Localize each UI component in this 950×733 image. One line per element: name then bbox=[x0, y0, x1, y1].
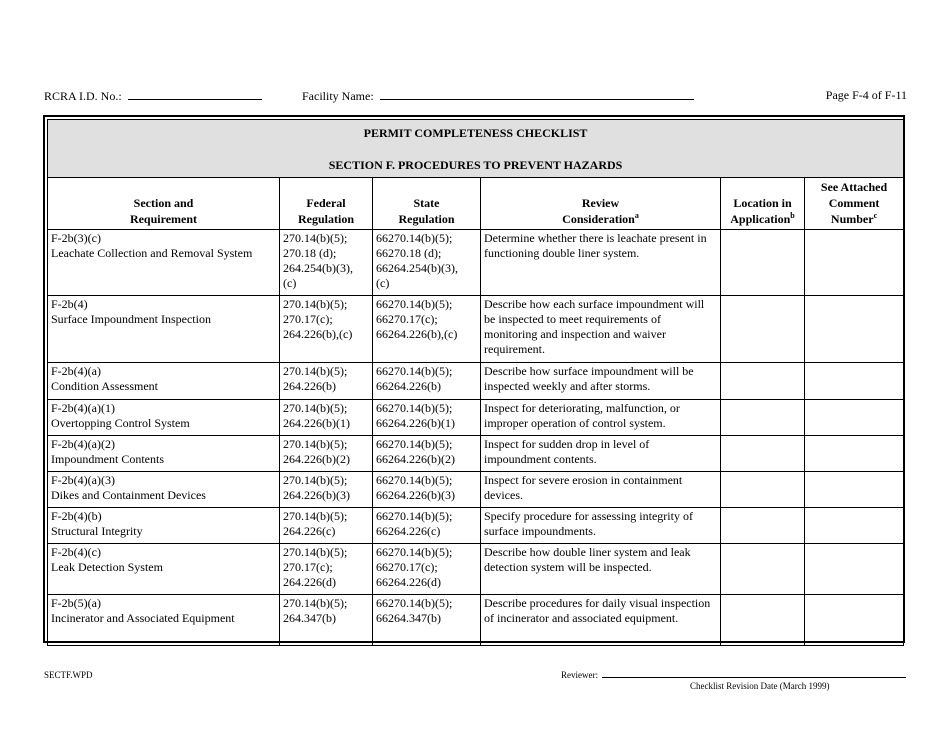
page-number: Page F-4 of F-11 bbox=[825, 88, 907, 102]
state-regulation: 66270.14(b)(5); 66264.226(b)(3) bbox=[376, 473, 455, 502]
section-requirement-cell bbox=[48, 436, 280, 472]
federal-regulation-cell bbox=[280, 595, 373, 646]
requirement-name: Incinerator and Associated Equipment bbox=[51, 611, 235, 625]
col-section-line2: Requirement bbox=[129, 212, 198, 226]
col-location-line2: Application bbox=[730, 212, 791, 226]
comment-cell[interactable] bbox=[805, 296, 904, 363]
review-consideration-cell bbox=[481, 436, 721, 472]
requirement-name: Leachate Collection and Removal System bbox=[51, 246, 253, 260]
location-cell[interactable] bbox=[721, 436, 805, 472]
reviewer-field bbox=[561, 669, 906, 680]
col-review-consideration bbox=[481, 178, 721, 230]
table-row bbox=[48, 400, 904, 436]
rcra-id-blank[interactable] bbox=[128, 88, 262, 100]
col-section-line1: Section and bbox=[133, 196, 194, 210]
section-title: SECTION F. PROCEDURES TO PREVENT HAZARDS bbox=[328, 158, 623, 172]
checklist-frame bbox=[43, 115, 905, 643]
review-consideration: Describe how double liner system and leak detection system will be inspected. bbox=[484, 545, 691, 574]
col-review-line1: Review bbox=[581, 196, 620, 210]
federal-regulation: 270.14(b)(5); 270.17(c); 264.226(d) bbox=[283, 545, 348, 589]
table-row bbox=[48, 595, 904, 646]
review-consideration: Inspect for deteriorating, malfunction, or improper operation of control system. bbox=[484, 401, 680, 430]
state-regulation-cell bbox=[373, 595, 481, 646]
comment-cell[interactable] bbox=[805, 544, 904, 595]
federal-regulation-cell bbox=[280, 544, 373, 595]
requirement-code: F-2b(4)(a) bbox=[51, 364, 101, 378]
table-row bbox=[48, 363, 904, 400]
section-requirement-cell bbox=[48, 400, 280, 436]
federal-regulation-cell bbox=[280, 363, 373, 400]
location-cell[interactable] bbox=[721, 595, 805, 646]
requirement-code: F-2b(4)(a)(3) bbox=[51, 473, 115, 487]
review-consideration: Describe how each surface impoundment will be inspected to meet requirements of monitoring and inspection and waiver requirement. bbox=[484, 297, 705, 356]
comment-cell[interactable] bbox=[805, 436, 904, 472]
col-location-footnote: b bbox=[790, 211, 795, 220]
state-regulation-cell bbox=[373, 436, 481, 472]
checklist-table bbox=[47, 119, 904, 646]
col-comment-line2: Comment bbox=[828, 196, 880, 210]
section-requirement-cell bbox=[48, 230, 280, 296]
location-cell[interactable] bbox=[721, 363, 805, 400]
federal-regulation-cell bbox=[280, 230, 373, 296]
review-consideration: Inspect for sudden drop in level of impoundment contents. bbox=[484, 437, 650, 466]
table-row bbox=[48, 296, 904, 363]
col-section-requirement bbox=[48, 178, 280, 230]
table-row bbox=[48, 230, 904, 296]
review-consideration-cell bbox=[481, 595, 721, 646]
requirement-name: Surface Impoundment Inspection bbox=[51, 312, 211, 326]
state-regulation: 66270.14(b)(5); 66270.17(c); 66264.226(b),(c) bbox=[376, 297, 458, 341]
facility-name-label: Facility Name: bbox=[302, 89, 374, 103]
federal-regulation: 270.14(b)(5); 264.347(b) bbox=[283, 596, 348, 625]
state-regulation-cell bbox=[373, 363, 481, 400]
state-regulation-cell bbox=[373, 472, 481, 508]
state-regulation: 66270.14(b)(5); 66264.226(b)(2) bbox=[376, 437, 455, 466]
requirement-name: Condition Assessment bbox=[51, 379, 159, 393]
checklist-title-cell bbox=[48, 120, 904, 178]
state-regulation: 66270.14(b)(5); 66264.226(b)(1) bbox=[376, 401, 455, 430]
state-regulation: 66270.14(b)(5); 66270.17(c); 66264.226(d) bbox=[376, 545, 453, 589]
table-row bbox=[48, 472, 904, 508]
col-state-line2: Regulation bbox=[398, 212, 455, 226]
review-consideration: Describe how surface impoundment will be inspected weekly and after storms. bbox=[484, 364, 694, 393]
comment-cell[interactable] bbox=[805, 363, 904, 400]
federal-regulation-cell bbox=[280, 296, 373, 363]
requirement-name: Dikes and Containment Devices bbox=[51, 488, 206, 502]
location-cell[interactable] bbox=[721, 296, 805, 363]
review-consideration-cell bbox=[481, 296, 721, 363]
requirement-name: Overtopping Control System bbox=[51, 416, 190, 430]
location-cell[interactable] bbox=[721, 400, 805, 436]
review-consideration-cell bbox=[481, 544, 721, 595]
col-review-footnote: a bbox=[634, 211, 639, 220]
col-federal-line2: Regulation bbox=[297, 212, 354, 226]
col-comment-line1: See Attached bbox=[820, 180, 888, 194]
reviewer-blank[interactable] bbox=[602, 669, 906, 678]
requirement-code: F-2b(4)(b) bbox=[51, 509, 102, 523]
federal-regulation: 270.14(b)(5); 264.226(b)(1) bbox=[283, 401, 350, 430]
col-comment-line3: Number bbox=[830, 212, 874, 226]
location-cell[interactable] bbox=[721, 508, 805, 544]
federal-regulation: 270.14(b)(5); 264.226(b) bbox=[283, 364, 348, 393]
location-cell[interactable] bbox=[721, 544, 805, 595]
federal-regulation: 270.14(b)(5); 264.226(c) bbox=[283, 509, 348, 538]
col-state-regulation bbox=[373, 178, 481, 230]
state-regulation: 66270.14(b)(5); 66264.226(b) bbox=[376, 364, 453, 393]
table-row bbox=[48, 544, 904, 595]
requirement-name: Structural Integrity bbox=[51, 524, 143, 538]
comment-cell[interactable] bbox=[805, 508, 904, 544]
requirement-name: Leak Detection System bbox=[51, 560, 163, 574]
col-federal-line1: Federal bbox=[306, 196, 346, 210]
requirement-code: F-2b(4)(a)(1) bbox=[51, 401, 115, 415]
state-regulation: 66270.14(b)(5); 66264.347(b) bbox=[376, 596, 453, 625]
col-review-line2: Consideration bbox=[562, 212, 635, 226]
requirement-name: Impoundment Contents bbox=[51, 452, 164, 466]
state-regulation-cell bbox=[373, 400, 481, 436]
col-federal-regulation bbox=[280, 178, 373, 230]
location-cell[interactable] bbox=[721, 472, 805, 508]
comment-cell[interactable] bbox=[805, 400, 904, 436]
facility-name-blank[interactable] bbox=[380, 88, 694, 100]
federal-regulation-cell bbox=[280, 400, 373, 436]
col-location-line1: Location in bbox=[733, 196, 792, 210]
section-requirement-cell bbox=[48, 595, 280, 646]
facility-name-field bbox=[302, 88, 694, 104]
section-requirement-cell bbox=[48, 508, 280, 544]
table-row bbox=[48, 508, 904, 544]
col-comment-footnote: c bbox=[873, 211, 878, 220]
federal-regulation: 270.14(b)(5); 264.226(b)(3) bbox=[283, 473, 350, 502]
requirement-code: F-2b(4)(a)(2) bbox=[51, 437, 115, 451]
review-consideration-cell bbox=[481, 363, 721, 400]
state-regulation: 66270.14(b)(5); 66264.226(c) bbox=[376, 509, 453, 538]
section-requirement-cell bbox=[48, 472, 280, 508]
federal-regulation: 270.14(b)(5); 264.226(b)(2) bbox=[283, 437, 350, 466]
checklist-title: PERMIT COMPLETENESS CHECKLIST bbox=[363, 126, 588, 140]
section-requirement-cell bbox=[48, 296, 280, 363]
review-consideration-cell bbox=[481, 508, 721, 544]
state-regulation-cell bbox=[373, 296, 481, 363]
review-consideration-cell bbox=[481, 400, 721, 436]
comment-cell[interactable] bbox=[805, 230, 904, 296]
revision-date: Checklist Revision Date (March 1999) bbox=[690, 681, 830, 691]
review-consideration-cell bbox=[481, 472, 721, 508]
review-consideration-cell bbox=[481, 230, 721, 296]
federal-regulation: 270.14(b)(5); 270.17(c); 264.226(b),(c) bbox=[283, 297, 353, 341]
requirement-code: F-2b(4) bbox=[51, 297, 88, 311]
comment-cell[interactable] bbox=[805, 595, 904, 646]
state-regulation-cell bbox=[373, 508, 481, 544]
reviewer-label: Reviewer: bbox=[561, 670, 598, 680]
file-name: SECTF.WPD bbox=[44, 670, 93, 680]
federal-regulation-cell bbox=[280, 472, 373, 508]
table-row bbox=[48, 436, 904, 472]
state-regulation: 66270.14(b)(5); 66270.18 (d); 66264.254(b)(3), (c) bbox=[376, 231, 458, 290]
review-consideration: Inspect for severe erosion in containment devices. bbox=[484, 473, 683, 502]
rcra-id-field bbox=[44, 88, 262, 104]
federal-regulation-cell bbox=[280, 436, 373, 472]
comment-cell[interactable] bbox=[805, 472, 904, 508]
col-comment bbox=[805, 178, 904, 230]
review-consideration: Determine whether there is leachate present in functioning double liner system. bbox=[484, 231, 707, 260]
col-state-line1: State bbox=[413, 196, 440, 210]
federal-regulation-cell bbox=[280, 508, 373, 544]
section-requirement-cell bbox=[48, 363, 280, 400]
section-requirement-cell bbox=[48, 544, 280, 595]
state-regulation-cell bbox=[373, 544, 481, 595]
col-location bbox=[721, 178, 805, 230]
review-consideration: Describe procedures for daily visual inspection of incinerator and associated equipment. bbox=[484, 596, 711, 625]
requirement-code: F-2b(5)(a) bbox=[51, 596, 101, 610]
review-consideration: Specify procedure for assessing integrity of surface impoundments. bbox=[484, 509, 693, 538]
federal-regulation: 270.14(b)(5); 270.18 (d); 264.254(b)(3), (c) bbox=[283, 231, 353, 290]
rcra-id-label: RCRA I.D. No.: bbox=[44, 89, 122, 103]
requirement-code: F-2b(3)(c) bbox=[51, 231, 101, 245]
requirement-code: F-2b(4)(c) bbox=[51, 545, 101, 559]
state-regulation-cell bbox=[373, 230, 481, 296]
location-cell[interactable] bbox=[721, 230, 805, 296]
